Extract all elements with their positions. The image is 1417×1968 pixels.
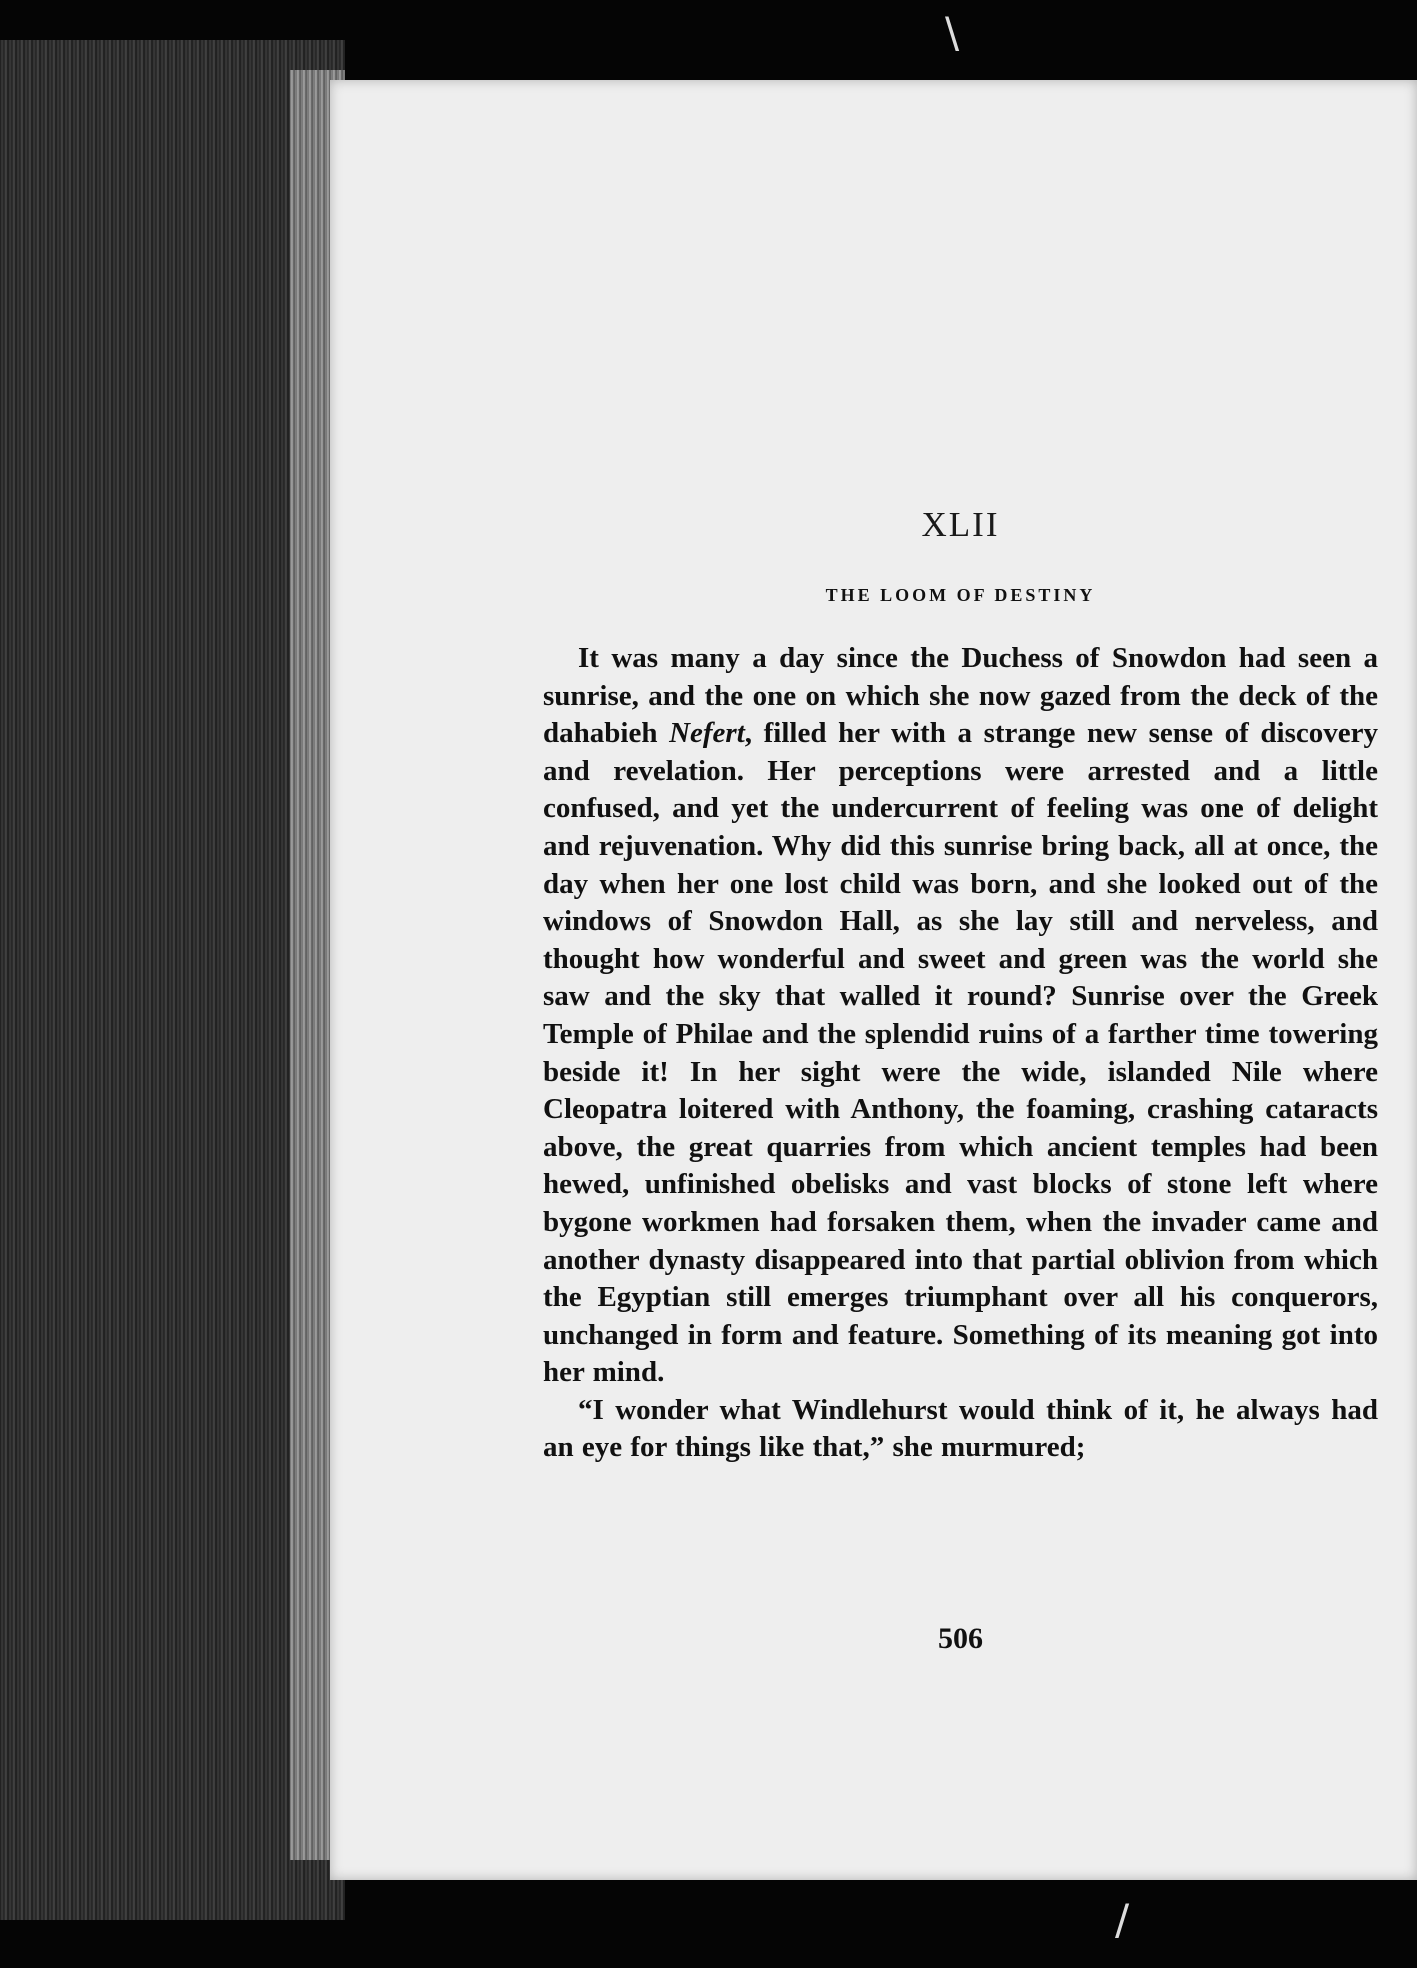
scan-mark: /: [1115, 1895, 1130, 1944]
chapter-title: THE LOOM OF DESTINY: [825, 585, 1096, 605]
ship-name: Nefert: [669, 717, 745, 750]
paragraph-text: , filled her with a strange new sense of discovery and revelation. Her perceptions were arrested and a little confused, and yet the undercurrent of feeling was one of delight and rejuvenation. Why did this sunrise bring back, all at once, the day when her one lost child was born, and she looked out of the windows of Snowdon Hall, as she lay still and nerveless, and thought how wonderful and sweet and green was the world she saw and the sky that walled it round? Sunrise over the Greek Temple of Philae and the splendid ruins of a farther time towering beside it! In her sight were the wide, islanded Nile where Cleopatra loitered with Anthony, the foaming, crashing cataracts above, the great quarries from which ancient temples had been hewed, unfinished obelisks and vast blocks of stone left where bygone workmen had forsaken them, when the invader came and another dynasty disappeared into that partial oblivion from which the Egyptian still emerges triumphant over all his conquerors, unchanged in form and feature. Something of its meaning got into her mind.: [543, 717, 1379, 1389]
paragraph: [543, 640, 1378, 1392]
paragraph: “I wonder what Windlehurst would think of it, he always had an eye for things like that,” she murmured;: [543, 1393, 1378, 1464]
chapter-number: XLII: [921, 505, 1000, 544]
body-text: [543, 640, 1378, 1467]
paragraph-text: It was many a day since the Duchess of Snowdon had seen a sunrise, and the one on which she now gazed from the deck of the dahabieh: [543, 642, 1378, 750]
page-number: 506: [938, 1622, 983, 1655]
scan-mark: \: [945, 8, 960, 57]
